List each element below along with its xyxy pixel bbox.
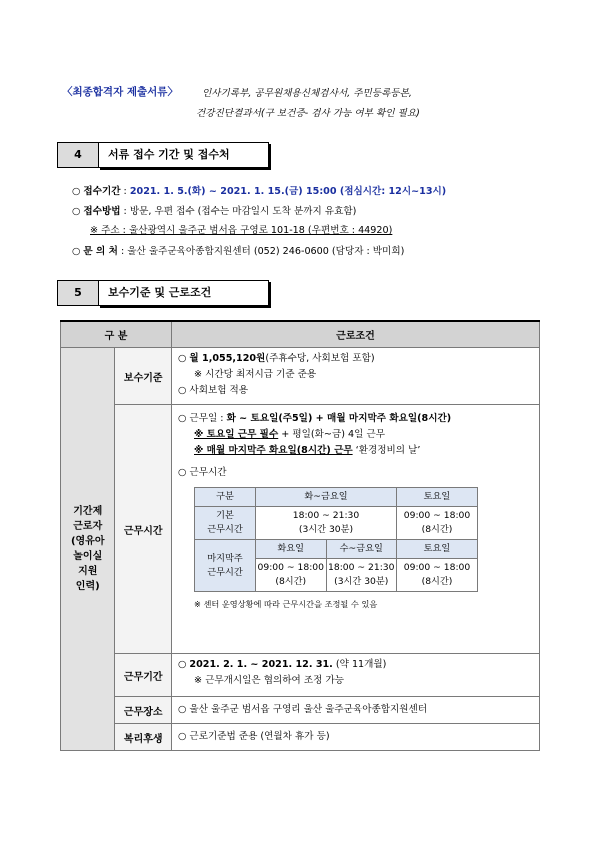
period-cell: ○ 2021. 2. 1. ~ 2021. 12. 31. (약 11개월) ※ 근무개시일은 협의하여 조정 가능 (172, 654, 540, 697)
section5-title: 보수기준 및 근로조건 (98, 280, 269, 306)
section5-number: 5 (57, 280, 99, 306)
section4-method: ○ 접수방법 : 방문, 우편 접수 (접수는 마감일시 도착 분까지 유효함) (72, 206, 357, 217)
place-label: 근무장소 (115, 697, 172, 724)
section4-address: ※ 주소 : 울산광역시 울주군 범서읍 구영로 101-18 (우편번호 : 44920) (90, 225, 393, 236)
section4-period: ○ 접수기간 : 2021. 1. 5.(화) ~ 2021. 1. 15.(금) 15:00 (점심시간: 12시~13시) (72, 186, 447, 197)
pay-cell: ○ 월 1,055,120원(주휴수당, 사회보험 포함) ※ 시간당 최저시급 기준 준용 ○ 사회보험 적용 (172, 348, 540, 405)
hours-label: 근무시간 (115, 405, 172, 654)
place-cell: ○ 울산 울주군 범서읍 구영리 울산 울주군육아종합지원센터 (172, 697, 540, 724)
final-docs-line2: 건강진단결과서(구 보건증- 검사 가능 여부 확인 필요) (196, 108, 420, 119)
final-docs-line1: 인사기록부, 공무원채용신체검사서, 주민등록등본, (202, 88, 412, 99)
header-category: 구 분 (61, 321, 172, 348)
hours-schedule-table: 구분 화~금요일 토요일 기본 근무시간 18:00 ~ 21:30 (3시간 30분) 09:00 ~ 18:00 (8시간) 마지막주 근무시간 화요일 수~금요일 토요일 09:00 ~ 18:00 (8시간) 18:00 ~ 21:30 (3시간 30분) 09:00 ~ 18:00 (8시간) (194, 487, 478, 592)
header-conditions: 근로조건 (172, 321, 540, 348)
hours-cell: ○ 근무일 : 화 ~ 토요일(주5일) + 매월 마지막주 화요일(8시간) ※ 토요일 근무 필수 + 평일(화~금) 4일 근무 ※ 매월 마지막주 화요일(8시간) 근무 ‘환경정비의 날’ ○ 근무시간 구분 화~금요일 토요일 기본 근무시간 18:00 ~ 21:30 (3시간 30분) 09:00 ~ 18:00 (8시간) 마지막주 근무시간 화요일 수~금요일 토요일 09:00 ~ 18:00 (8시간) 18:00 ~ 21:30 (3시간 30분) 09:00 ~ 18:00 (8시간) ※ 센터 운영상황에 따라 근무시간을 조정될 수 있음 (172, 405, 540, 654)
method-label: 접수방법 (83, 206, 121, 217)
conditions-table (60, 320, 540, 751)
method-value: 방문, 우편 접수 (접수는 마감일시 도착 분까지 유효함) (129, 206, 357, 217)
welfare-cell: ○ 근로기준법 준용 (연월차 휴가 등) (172, 724, 540, 751)
pay-label: 보수기준 (115, 348, 172, 405)
section4-number: 4 (57, 142, 99, 168)
final-docs-label: 〈최종합격자 제출서류〉 (62, 86, 178, 98)
section4-contact: ○ 문 의 처 : 울산 울주군육아종합지원센터 (052) 246-0600 (담당자 : 박미희) (72, 246, 405, 257)
worker-category: 기간제 근로자 (영유아 놀이실 지원 인력) (61, 348, 115, 751)
period-value: 2021. 1. 5.(화) ~ 2021. 1. 15.(금) 15:00 (점심시간: 12시~13시) (129, 186, 447, 197)
contact-value: 울산 울주군육아종합지원센터 (052) 246-0600 (담당자 : 박미희) (127, 246, 405, 257)
period-label: 접수기간 (83, 186, 121, 197)
welfare-label: 복리후생 (115, 724, 172, 751)
section4-title: 서류 접수 기간 및 접수처 (98, 142, 269, 168)
contact-label: 문 의 처 (83, 246, 118, 257)
period-row-label: 근무기간 (115, 654, 172, 697)
